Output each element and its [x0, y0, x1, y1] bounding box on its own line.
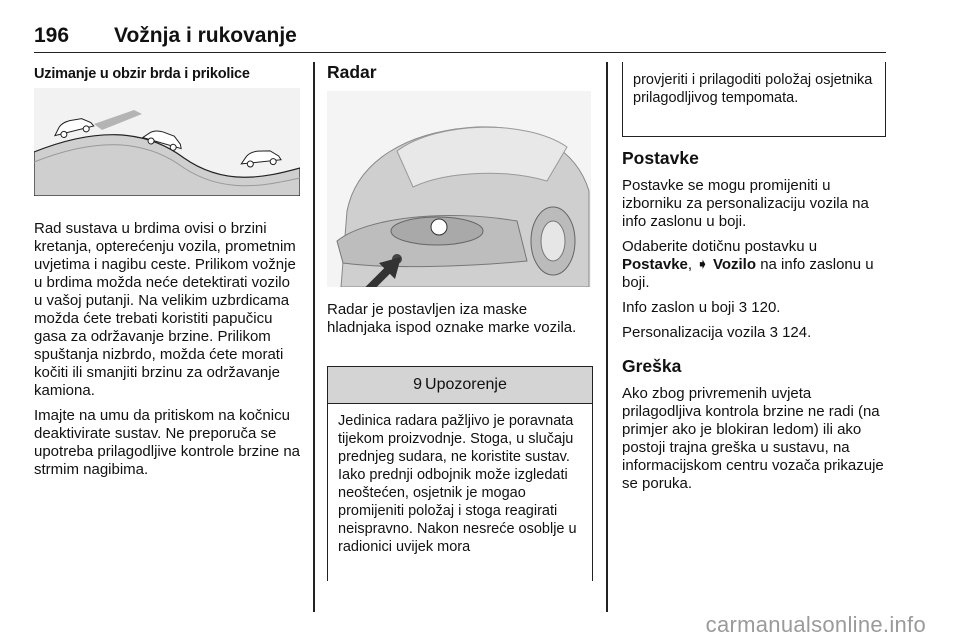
page-ref-icon: 3 — [769, 324, 778, 341]
warning-continuation: provjeriti i prilagoditi položaj osjetnika prilagodljivog tempomata. — [633, 72, 873, 106]
subheading-hills: Uzimanje u obzir brda i prikolice — [34, 66, 250, 82]
settings-ref-1: Info zaslon u boji 3 120. — [622, 299, 781, 316]
warning-box — [327, 366, 593, 581]
radar-paragraph: Radar je postavljen iza maske hladnjaka ispod oznake marke vozila. — [327, 301, 577, 336]
settings-heading: Postavke — [622, 148, 699, 168]
column-left — [34, 62, 302, 486]
column-right — [622, 148, 888, 500]
menu-vozilo: Vozilo — [708, 256, 757, 273]
warning-header — [328, 367, 592, 404]
menu-postavke: Postavke — [622, 256, 688, 273]
warning-continuation-box — [622, 62, 886, 137]
column-middle — [327, 62, 593, 344]
column-divider-1 — [313, 62, 315, 612]
radar-heading: Radar — [327, 62, 377, 82]
hills-paragraph-1: Rad sustava u brdima ovisi o brzini kretanja, opterećenju vozila, prometnim uvjetima i nagibu ceste. Prilikom vožnje u brdima možda neće detektirati vozilo u vašoj putanji. Na velikim uzbrdicama možda ćete trebati koristiti papučicu gasa za održavanje brzine. Prilikom spuštanja nizbrdo, možda ćete morati kočiti ili smanjiti brzinu za održavanje kamiona. — [34, 220, 296, 399]
hills-paragraph-2: Imajte na umu da pritiskom na kočnicu deaktivirate sustav. Ne preporuča se upotreba prilagodljive kontrole brzine na strmim nagibima. — [34, 407, 301, 478]
menu-arrow-icon: ➧ — [696, 256, 709, 273]
watermark: carmanualsonline.info — [705, 612, 926, 637]
page-ref-icon: 3 — [738, 299, 748, 316]
hill-illustration — [34, 88, 300, 196]
settings-paragraph-2: Odaberite dotičnu postavku u Postavke, ➧ Vozilo na info zaslonu u boji. — [622, 238, 874, 291]
error-heading: Greška — [622, 356, 682, 376]
warning-triangle-icon: 9 — [413, 376, 423, 393]
settings-ref-2: Personalizacija vozila 3 124. — [622, 324, 812, 341]
column-divider-2 — [606, 62, 608, 612]
page-number: 196 — [34, 24, 70, 47]
car-front-illustration — [327, 91, 591, 287]
error-paragraph: Ako zbog privremenih uvjeta prilagodljiva kontrola brzine ne radi (na primjer ako je blokiran ledom) ili ako postoji trajna greška u sustavu, na informacijskom centru vozača prikazuje se poruka. — [622, 385, 884, 492]
warning-body: Jedinica radara pažljivo je poravnata tijekom proizvodnje. Stoga, u slučaju prednjeg sudara, ne koristite sustav. Iako prednji odbojnik može izgledati neoštećen, osjetnik je mogao promijeniti položaj i stoga reagirati neispravno. Nakon nesreće osoblje u radionici uvijek mora — [338, 413, 577, 555]
page-title: Vožnja i rukovanje — [114, 24, 297, 47]
settings-paragraph-1: Postavke se mogu promijeniti u izborniku za personalizaciju vozila na info zaslonu u boji. — [622, 177, 869, 230]
page-header — [34, 24, 886, 53]
warning-title: Upozorenje — [425, 376, 507, 393]
